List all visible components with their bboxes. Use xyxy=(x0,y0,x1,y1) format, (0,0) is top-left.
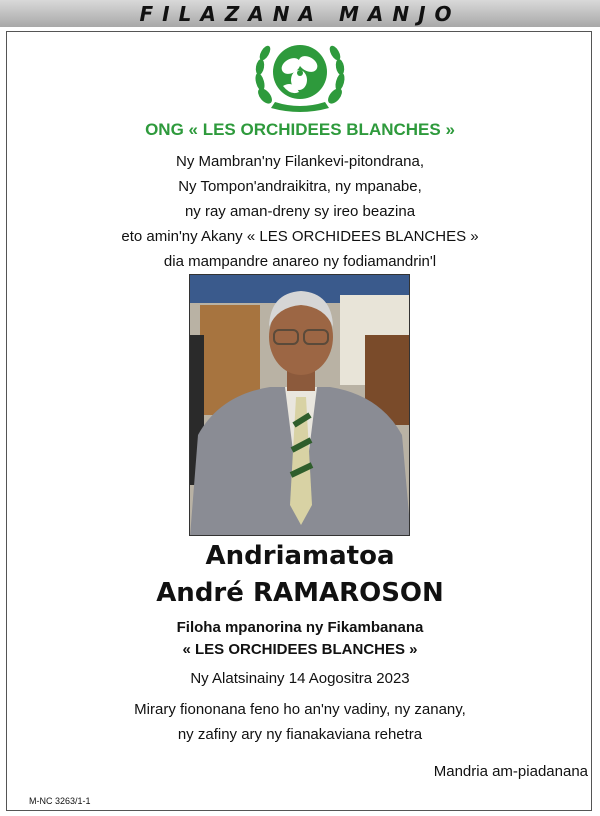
header-band xyxy=(0,0,600,27)
intro-line: ny ray aman-dreny sy ireo beazina xyxy=(184,203,416,220)
laurel-wreath-orchid-icon xyxy=(253,36,347,116)
reference-code: M-NC 3263/1-1 xyxy=(29,796,91,806)
org-title: ONG « LES ORCHIDEES BLANCHES » xyxy=(145,120,455,139)
signoff: Mandria am-piadanana xyxy=(433,763,588,780)
name-title: Andriamatoa xyxy=(205,541,395,571)
portrait-photo xyxy=(189,274,410,536)
intro-line: dia mampandre anareo ny fodiamandrin'l xyxy=(163,253,437,270)
intro-line: Ny Tompon'andraikitra, ny mpanabe, xyxy=(178,178,422,195)
condolence-message xyxy=(0,697,600,747)
intro-line: eto amin'ny Akany « LES ORCHIDEES BLANCHES » xyxy=(121,228,479,245)
message-line: Mirary fiononana feno ho an'ny vadiny, ny zanany, xyxy=(134,701,466,718)
role-line: « LES ORCHIDEES BLANCHES » xyxy=(182,641,418,658)
role-line: Filoha mpanorina ny Fikambanana xyxy=(176,619,424,636)
header-title: FILAZANA MANJO xyxy=(139,1,461,26)
intro-text xyxy=(0,149,600,274)
intro-line: Ny Mambran'ny Filankevi-pitondrana, xyxy=(176,153,424,170)
name-full: André RAMAROSON xyxy=(156,578,444,608)
message-line: ny zafiny ary ny fianakaviana rehetra xyxy=(177,726,423,743)
date-line: Ny Alatsinainy 14 Aogositra 2023 xyxy=(190,670,410,687)
